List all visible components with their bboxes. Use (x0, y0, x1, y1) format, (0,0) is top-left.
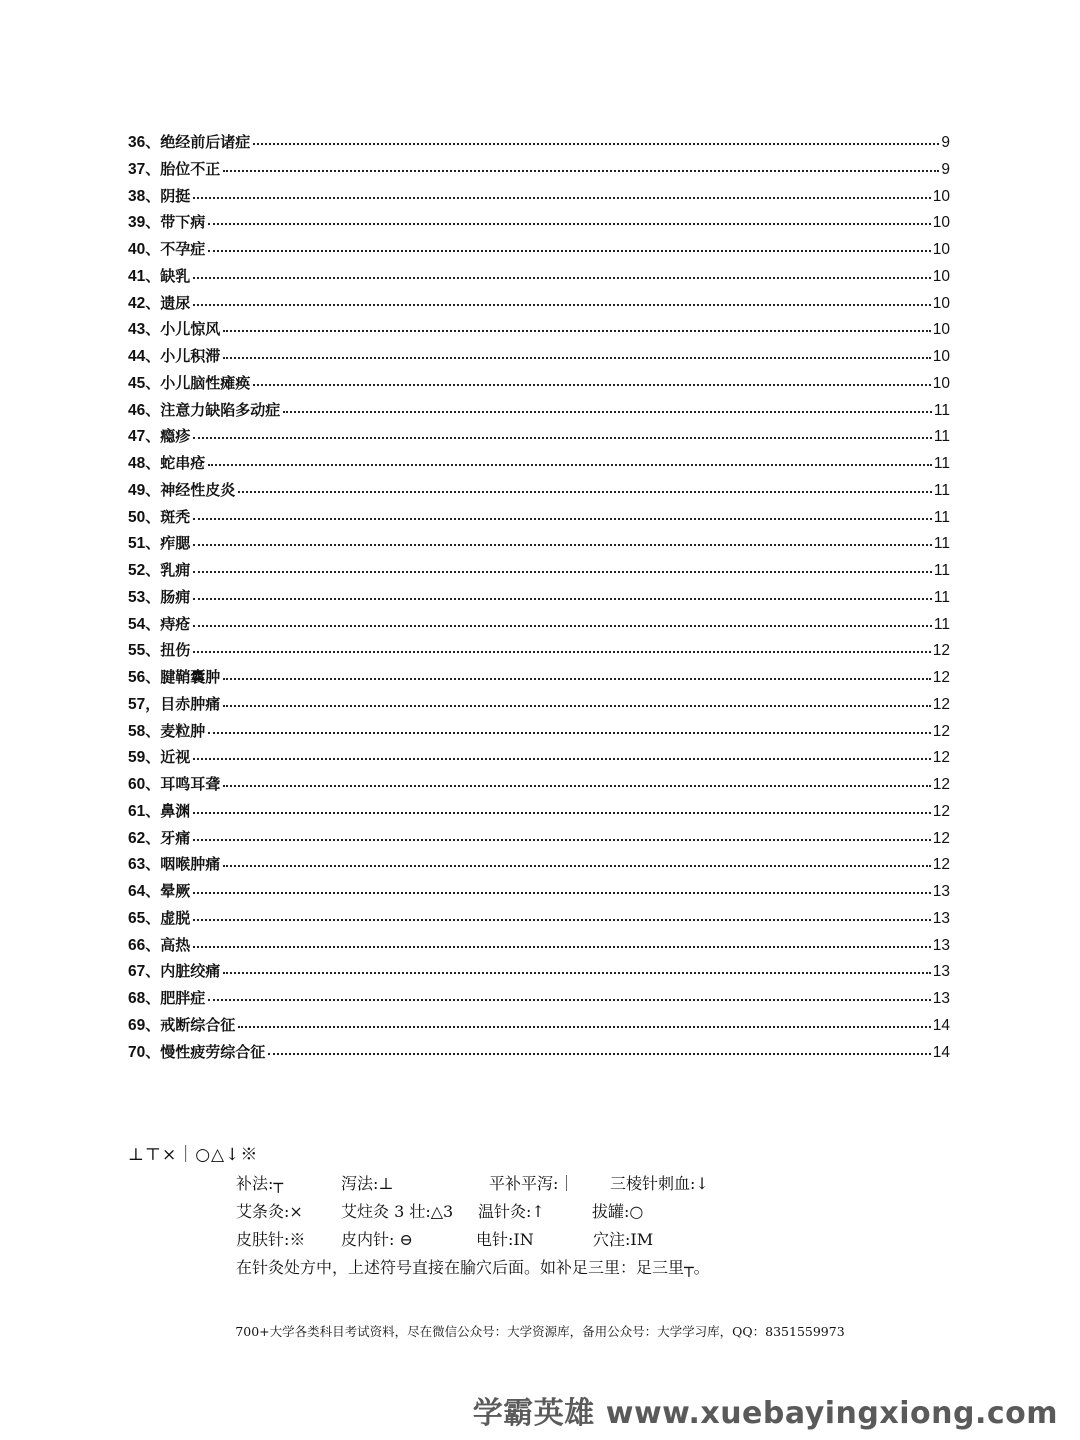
legend-moxa-cone: 艾炷灸 3 壮:△3 (341, 1202, 454, 1221)
legend-note: 在针灸处方中，上述符号直接在腧穴后面。如补足三里：足三里┬。 (236, 1258, 710, 1277)
toc-entry[interactable] (128, 851, 950, 878)
legend-row (236, 1198, 948, 1226)
toc-entry-separator: 、 (145, 668, 161, 686)
toc-entry-title: 斑秃 (160, 507, 191, 526)
toc-entry-title: 麦粒肿 (160, 721, 206, 740)
toc-entry[interactable] (128, 477, 950, 504)
toc-entry-page: 11 (933, 588, 950, 606)
legend-cupping: 拔罐:○ (592, 1202, 644, 1221)
toc-entry-number: 50 (128, 508, 146, 526)
toc-dot-leader (193, 506, 932, 520)
toc-entry[interactable] (128, 718, 950, 745)
toc-entry-separator: 、 (145, 347, 161, 365)
toc-entry-page: 12 (932, 695, 950, 713)
toc-dot-leader (193, 586, 932, 600)
toc-entry[interactable] (128, 1039, 950, 1066)
toc-entry-page: 10 (932, 267, 950, 285)
toc-entry-title: 鼻渊 (160, 801, 191, 820)
toc-entry-number: 63 (128, 856, 146, 874)
legend-reduce: 泻法:⊥ (341, 1174, 394, 1193)
toc-dot-leader (193, 559, 932, 573)
toc-entry-title: 牙痛 (160, 828, 191, 847)
toc-entry[interactable] (128, 450, 950, 477)
toc-entry-page: 13 (932, 963, 950, 981)
toc-entry-title: 晕厥 (160, 882, 191, 900)
toc-dot-leader (193, 639, 930, 653)
toc-entry-title: 瘾疹 (160, 427, 191, 446)
toc-entry-separator: 、 (145, 721, 161, 740)
toc-entry-separator: 、 (145, 293, 161, 312)
toc-entry-number: 43 (128, 321, 146, 339)
toc-entry-separator: 、 (145, 748, 161, 767)
toc-entry[interactable] (128, 691, 950, 718)
toc-entry[interactable] (128, 958, 950, 985)
toc-entry-page: 11 (933, 508, 950, 526)
toc-entry[interactable] (128, 156, 950, 183)
toc-entry-separator: 、 (145, 133, 161, 151)
toc-entry-number: 64 (128, 883, 146, 900)
legend-tonify: 补法:┬ (236, 1174, 284, 1193)
toc-entry-separator: 、 (145, 908, 161, 927)
toc-dot-leader (223, 773, 930, 787)
toc-entry[interactable] (128, 530, 950, 557)
toc-entry-separator: 、 (145, 1015, 161, 1034)
toc-entry-separator: 、 (145, 480, 161, 499)
toc-entry-page: 12 (932, 776, 950, 793)
legend-warm-needle: 温针灸:↑ (478, 1202, 545, 1221)
toc-entry-title: 肥胖症 (160, 989, 206, 1007)
toc-entry-title: 耳鸣耳聋 (160, 775, 221, 793)
symbol-legend (128, 1140, 948, 1282)
toc-entry-title: 小儿惊风 (160, 320, 221, 339)
toc-entry-page: 12 (932, 669, 950, 686)
toc-dot-leader (208, 452, 932, 466)
toc-entry-page: 14 (932, 1043, 950, 1061)
toc-entry-number: 49 (128, 481, 146, 499)
toc-entry[interactable] (128, 370, 950, 397)
toc-dot-leader (238, 1014, 930, 1028)
toc-entry-title: 虚脱 (160, 908, 191, 927)
toc-entry-separator: 、 (145, 882, 161, 900)
toc-entry-page: 13 (932, 909, 950, 927)
toc-entry-number: 65 (128, 909, 146, 927)
toc-entry[interactable] (128, 744, 950, 771)
symbol-summary-line: ⊥⊤×｜○△↓※ (128, 1145, 259, 1165)
toc-entry-title: 胎位不正 (160, 159, 221, 178)
legend-skin-needle: 皮肤针:※ (236, 1230, 306, 1249)
toc-dot-leader (268, 1041, 930, 1055)
toc-entry-page: 11 (933, 481, 950, 499)
toc-entry-number: 67 (128, 963, 146, 981)
toc-entry-page: 9 (941, 160, 950, 178)
toc-entry[interactable] (128, 263, 950, 290)
toc-entry-title: 咽喉肿痛 (160, 855, 221, 874)
toc-entry-number: 40 (128, 241, 146, 258)
toc-entry-page: 12 (932, 722, 950, 740)
toc-entry[interactable] (128, 183, 950, 210)
toc-entry-number: 57 (128, 695, 146, 713)
toc-entry-page: 12 (932, 749, 950, 767)
toc-entry-title: 戒断综合征 (160, 1015, 236, 1034)
toc-entry[interactable] (128, 1012, 950, 1039)
legend-row (236, 1226, 948, 1254)
toc-entry-title: 绝经前后诸症 (160, 133, 251, 151)
toc-entry-separator: 、 (145, 320, 161, 339)
toc-dot-leader (193, 880, 930, 894)
toc-entry-title: 高热 (160, 935, 191, 954)
toc-dot-leader (193, 827, 930, 841)
toc-entry-page: 10 (932, 241, 950, 258)
toc-entry-page: 13 (932, 883, 950, 900)
toc-entry-number: 53 (128, 588, 146, 606)
toc-entry-page: 11 (933, 562, 950, 579)
toc-dot-leader (223, 960, 930, 974)
toc-entry[interactable] (128, 932, 950, 959)
toc-entry-separator: 、 (145, 400, 161, 419)
toc-dot-leader (223, 318, 930, 332)
table-of-contents (128, 129, 950, 1065)
toc-entry-separator: 、 (145, 855, 161, 874)
toc-entry-separator: 、 (145, 427, 161, 446)
toc-dot-leader (193, 934, 930, 948)
toc-entry-page: 12 (932, 642, 950, 660)
toc-entry-number: 44 (128, 348, 146, 365)
toc-entry-title: 阴挺 (160, 186, 191, 205)
toc-entry[interactable] (128, 397, 950, 424)
toc-entry-title: 目赤肿痛 (160, 694, 221, 713)
toc-entry-title: 肠痈 (160, 587, 191, 606)
toc-entry-title: 带下病 (160, 213, 206, 232)
toc-entry-page: 12 (932, 802, 950, 820)
toc-entry[interactable] (128, 557, 950, 584)
toc-entry-separator: 、 (145, 507, 161, 526)
toc-entry-title: 痔疮 (160, 614, 191, 633)
toc-entry-number: 60 (128, 776, 146, 793)
toc-dot-leader (208, 987, 930, 1001)
toc-entry-separator: 、 (145, 240, 161, 258)
toc-dot-leader (223, 666, 930, 680)
footer-text: 700+大学各类科目考试资料，尽在微信公众号：大学资源库，备用公众号：大学学习库，QQ：8351559973 (235, 1324, 845, 1339)
toc-entry-number: 68 (128, 990, 146, 1007)
toc-entry-separator: 、 (145, 266, 161, 285)
toc-entry[interactable] (128, 905, 950, 932)
toc-dot-leader (193, 292, 930, 306)
toc-entry[interactable] (128, 825, 950, 852)
toc-entry-number: 46 (128, 401, 146, 419)
toc-entry-page: 12 (932, 829, 950, 847)
toc-entry-page: 12 (932, 856, 950, 874)
toc-dot-leader (193, 800, 930, 814)
toc-entry-number: 66 (128, 936, 146, 954)
toc-entry-separator: 、 (145, 534, 161, 553)
toc-dot-leader (223, 158, 939, 172)
toc-entry-number: 37 (128, 160, 146, 178)
toc-entry[interactable] (128, 798, 950, 825)
toc-entry-page: 11 (933, 428, 950, 446)
toc-entry-separator: 、 (145, 373, 161, 392)
toc-entry-title: 慢性疲劳综合征 (160, 1042, 266, 1061)
toc-entry-title: 神经性皮炎 (160, 480, 236, 499)
legend-moxa-stick: 艾条灸:× (236, 1202, 303, 1221)
toc-entry-separator: 、 (145, 801, 161, 820)
toc-entry-page: 10 (932, 187, 950, 205)
toc-entry-separator: 、 (145, 775, 161, 793)
toc-entry-number: 36 (128, 134, 146, 151)
toc-entry-separator: 、 (145, 454, 161, 472)
legend-row (236, 1170, 948, 1198)
toc-entry[interactable] (128, 423, 950, 450)
toc-entry-page: 11 (933, 615, 950, 633)
toc-dot-leader (208, 238, 930, 252)
toc-dot-leader (253, 372, 930, 386)
legend-point-injection: 穴注:IM (593, 1230, 654, 1249)
legend-three-edged-needle: 三棱针刺血:↓ (610, 1174, 709, 1193)
toc-entry[interactable] (128, 985, 950, 1012)
toc-entry[interactable] (128, 584, 950, 611)
toc-entry[interactable] (128, 664, 950, 691)
toc-entry-number: 56 (128, 669, 146, 686)
toc-entry-page: 11 (933, 401, 950, 419)
toc-entry-title: 内脏绞痛 (160, 962, 221, 981)
toc-entry-page: 13 (932, 936, 950, 954)
toc-entry-number: 69 (128, 1016, 146, 1034)
toc-entry-number: 51 (128, 535, 146, 553)
toc-entry-separator: 、 (145, 1042, 161, 1061)
toc-entry-separator: 、 (145, 614, 161, 633)
toc-entry-number: 47 (128, 428, 146, 446)
toc-entry-title: 近视 (160, 748, 191, 767)
toc-entry-separator: 、 (145, 935, 161, 954)
toc-entry-title: 痄腮 (160, 534, 191, 553)
toc-entry-separator: 、 (145, 641, 161, 660)
toc-dot-leader (208, 211, 930, 225)
toc-entry-number: 52 (128, 562, 146, 579)
legend-electro-acupuncture: 电针:IN (476, 1230, 534, 1249)
toc-dot-leader (193, 425, 932, 439)
toc-entry-separator: ， (145, 694, 161, 713)
toc-entry-title: 遗尿 (160, 293, 191, 312)
toc-entry-number: 48 (128, 455, 146, 472)
toc-entry-page: 11 (933, 535, 950, 553)
toc-entry-page: 13 (932, 990, 950, 1007)
toc-entry-separator: 、 (145, 828, 161, 847)
toc-entry[interactable] (128, 343, 950, 370)
toc-entry-title: 缺乳 (160, 266, 191, 285)
toc-dot-leader (238, 479, 932, 493)
toc-entry[interactable] (128, 129, 950, 156)
toc-dot-leader (223, 693, 930, 707)
toc-entry-separator: 、 (145, 561, 161, 579)
toc-entry-title: 乳痈 (160, 561, 191, 579)
toc-entry-number: 58 (128, 722, 146, 740)
toc-dot-leader (253, 131, 939, 145)
toc-entry-title: 蛇串疮 (160, 454, 206, 472)
toc-entry-separator: 、 (145, 186, 161, 205)
toc-entry-title: 扭伤 (160, 641, 191, 660)
toc-entry-title: 小儿脑性瘫痪 (160, 373, 251, 392)
toc-entry[interactable] (128, 637, 950, 664)
toc-entry-number: 61 (128, 802, 146, 820)
toc-entry-number: 39 (128, 214, 146, 232)
toc-entry[interactable] (128, 878, 950, 905)
legend-intradermal-needle: 皮内针: ⊖ (341, 1230, 413, 1249)
toc-entry-number: 41 (128, 267, 146, 285)
toc-entry-page: 9 (941, 134, 950, 151)
toc-entry-separator: 、 (145, 213, 161, 232)
toc-dot-leader (223, 853, 930, 867)
toc-entry-number: 45 (128, 374, 146, 392)
toc-entry-page: 14 (932, 1016, 950, 1034)
toc-dot-leader (193, 907, 930, 921)
toc-entry-title: 注意力缺陷多动症 (160, 400, 281, 419)
toc-dot-leader (283, 399, 932, 413)
toc-entry-number: 70 (128, 1043, 146, 1061)
toc-entry[interactable] (128, 290, 950, 317)
toc-entry[interactable] (128, 504, 950, 531)
toc-entry-number: 62 (128, 829, 146, 847)
toc-entry-separator: 、 (145, 962, 161, 981)
toc-entry-page: 10 (932, 294, 950, 312)
toc-entry-page: 10 (932, 321, 950, 339)
toc-entry[interactable] (128, 236, 950, 263)
toc-entry-title: 腱鞘囊肿 (160, 668, 221, 686)
legend-even: 平补平泻:｜ (489, 1174, 575, 1193)
toc-entry-separator: 、 (145, 989, 161, 1007)
toc-entry-number: 38 (128, 187, 146, 205)
toc-dot-leader (193, 185, 930, 199)
toc-entry-page: 10 (932, 348, 950, 365)
toc-entry-number: 55 (128, 642, 146, 660)
toc-dot-leader (193, 532, 932, 546)
toc-entry[interactable] (128, 209, 950, 236)
toc-entry-separator: 、 (145, 159, 161, 178)
toc-entry-number: 54 (128, 615, 146, 633)
toc-entry-page: 10 (932, 214, 950, 232)
toc-entry[interactable] (128, 316, 950, 343)
watermark: 学霸英雄 www.xuebayingxiong.com (472, 1396, 1058, 1431)
toc-dot-leader (223, 345, 930, 359)
toc-entry[interactable] (128, 611, 950, 638)
toc-entry-page: 11 (933, 455, 950, 472)
toc-dot-leader (193, 265, 930, 279)
toc-entry-page: 10 (932, 374, 950, 392)
toc-entry-number: 59 (128, 749, 146, 767)
toc-entry-number: 42 (128, 294, 146, 312)
toc-entry-separator: 、 (145, 587, 161, 606)
toc-entry-title: 不孕症 (160, 240, 206, 258)
toc-entry-title: 小儿积滞 (160, 347, 221, 365)
toc-dot-leader (193, 613, 932, 627)
toc-dot-leader (208, 720, 930, 734)
toc-dot-leader (193, 746, 930, 760)
toc-entry[interactable] (128, 771, 950, 798)
